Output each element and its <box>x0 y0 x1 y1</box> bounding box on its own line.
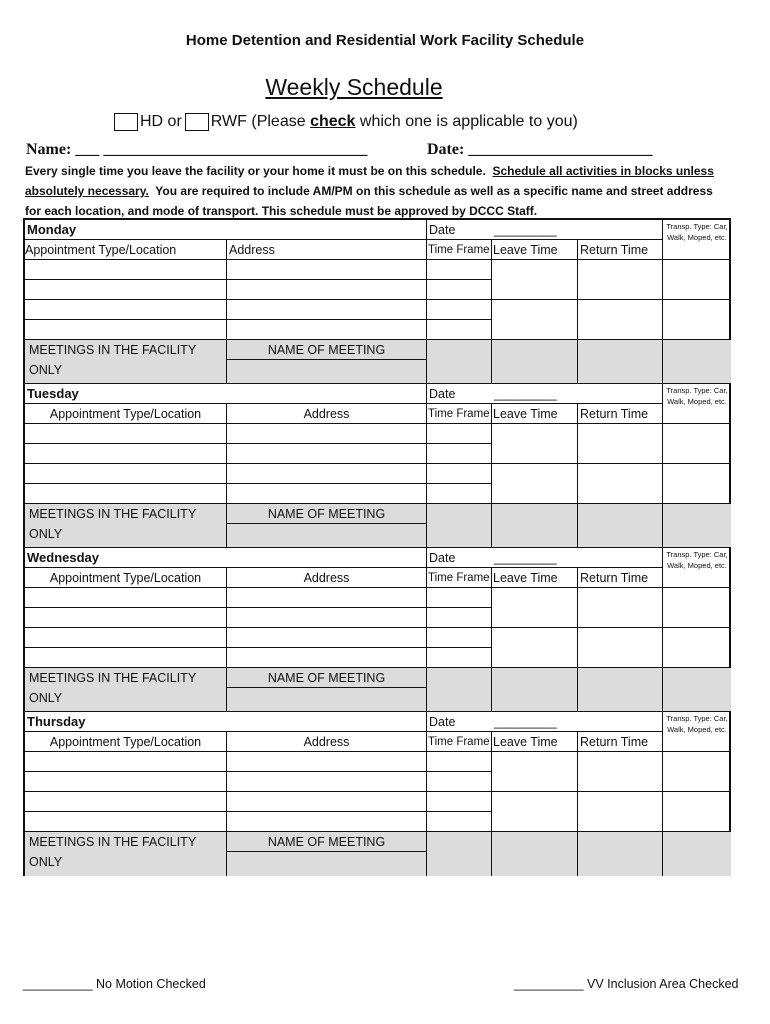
address-cell[interactable] <box>227 444 427 464</box>
time-frame-cell[interactable] <box>427 320 492 340</box>
return-time-cell[interactable] <box>578 628 663 668</box>
address-cell[interactable] <box>227 424 427 444</box>
name-field[interactable]: Name: ___ _________________________________ <box>26 141 368 158</box>
day-label: Thursday <box>25 712 427 732</box>
time-frame-cell[interactable] <box>427 484 492 504</box>
hd-label: HD or <box>140 113 182 130</box>
meeting-time-cell[interactable] <box>427 832 492 876</box>
vv-inclusion-checked: __________ VV Inclusion Area Checked <box>514 977 739 991</box>
time-frame-cell[interactable] <box>427 628 492 648</box>
time-frame-cell[interactable] <box>427 260 492 280</box>
return-time-header: Return Time <box>578 568 663 588</box>
leave-time-header: Leave Time <box>492 732 578 752</box>
address-header: Address <box>227 732 427 752</box>
appointment-cell[interactable] <box>25 484 227 504</box>
meeting-time-cell[interactable] <box>427 504 492 548</box>
appointment-cell[interactable] <box>25 752 227 772</box>
meeting-leave-cell[interactable] <box>492 504 578 548</box>
return-time-cell[interactable] <box>578 464 663 504</box>
address-cell[interactable] <box>227 464 427 484</box>
appointment-cell[interactable] <box>25 648 227 668</box>
meeting-return-cell[interactable] <box>578 340 663 384</box>
transp-type-header: Transp. Type: Car, Walk, Moped, etc. <box>663 384 731 424</box>
appointment-cell[interactable] <box>25 628 227 648</box>
meeting-name-cell[interactable] <box>227 524 427 548</box>
appointment-cell[interactable] <box>25 588 227 608</box>
leave-time-cell[interactable] <box>492 752 578 792</box>
leave-time-cell[interactable] <box>492 628 578 668</box>
return-time-cell[interactable] <box>578 424 663 464</box>
weekly-schedule-heading: Weekly Schedule <box>265 74 443 100</box>
leave-time-cell[interactable] <box>492 792 578 832</box>
address-cell[interactable] <box>227 320 427 340</box>
return-time-header: Return Time <box>578 240 663 260</box>
day-label: Monday <box>25 220 427 240</box>
transp-type-header: Transp. Type: Car, Walk, Moped, etc. <box>663 220 731 260</box>
address-cell[interactable] <box>227 300 427 320</box>
hd-checkbox[interactable] <box>114 113 138 131</box>
document-title: Home Detention and Residential Work Facility Schedule <box>185 32 585 49</box>
appointment-cell[interactable] <box>25 260 227 280</box>
rwf-label-end: which one is applicable to you) <box>359 113 578 130</box>
meetings-facility-label: MEETINGS IN THE FACILITY ONLY <box>25 668 227 712</box>
meeting-name-header: NAME OF MEETING <box>227 340 427 360</box>
address-cell[interactable] <box>227 628 427 648</box>
date-blank[interactable]: _________ <box>492 384 663 404</box>
instructions-part1: Every single time you leave the facility or your home it must be on this schedule. <box>25 164 486 178</box>
instructions-part2: Schedule all activities in blocks unless absolutely necessary. <box>25 164 714 198</box>
return-time-cell[interactable] <box>578 300 663 340</box>
appointment-cell[interactable] <box>25 424 227 444</box>
appointment-cell[interactable] <box>25 300 227 320</box>
time-frame-header: Time Frame <box>427 568 492 588</box>
appointment-cell[interactable] <box>25 320 227 340</box>
transp-type-cell[interactable] <box>663 260 731 300</box>
rwf-label: RWF (Please <box>210 113 306 130</box>
time-frame-cell[interactable] <box>427 772 492 792</box>
meeting-leave-cell[interactable] <box>492 668 578 712</box>
transp-type-header: Transp. Type: Car, Walk, Moped, etc. <box>663 548 731 588</box>
leave-time-cell[interactable] <box>492 588 578 628</box>
meeting-return-cell[interactable] <box>578 832 663 876</box>
date-label: Date <box>427 220 492 240</box>
appointment-header: Appointment Type/Location <box>25 732 227 752</box>
time-frame-header: Time Frame <box>427 404 492 424</box>
time-frame-cell[interactable] <box>427 588 492 608</box>
transp-type-cell[interactable] <box>663 464 731 504</box>
meeting-name-cell[interactable] <box>227 688 427 712</box>
address-cell[interactable] <box>227 588 427 608</box>
appointment-cell[interactable] <box>25 608 227 628</box>
appointment-cell[interactable] <box>25 444 227 464</box>
instructions-paragraph <box>25 161 715 221</box>
return-time-cell[interactable] <box>578 792 663 832</box>
time-frame-cell[interactable] <box>427 424 492 444</box>
appointment-cell[interactable] <box>25 280 227 300</box>
weekly-schedule-table <box>23 218 731 876</box>
time-frame-cell[interactable] <box>427 280 492 300</box>
transp-type-cell[interactable] <box>663 628 731 668</box>
transp-type-cell[interactable] <box>663 588 731 628</box>
time-frame-cell[interactable] <box>427 300 492 320</box>
return-time-cell[interactable] <box>578 752 663 792</box>
appointment-header: Appointment Type/Location <box>25 404 227 424</box>
meeting-transp-cell[interactable] <box>663 340 731 384</box>
meeting-name-header: NAME OF MEETING <box>227 668 427 688</box>
meeting-transp-cell[interactable] <box>663 832 731 876</box>
address-cell[interactable] <box>227 608 427 628</box>
time-frame-cell[interactable] <box>427 444 492 464</box>
meetings-facility-label: MEETINGS IN THE FACILITY ONLY <box>25 340 227 384</box>
meetings-facility-label: MEETINGS IN THE FACILITY ONLY <box>25 504 227 548</box>
return-time-cell[interactable] <box>578 260 663 300</box>
date-blank[interactable]: _________ <box>492 220 663 240</box>
appointment-cell[interactable] <box>25 792 227 812</box>
appointment-cell[interactable] <box>25 772 227 792</box>
instructions-part3: You are required to include AM/PM on this schedule as well as a specific name and street address for each location, and mode of transport. This schedule must be approved by DCCC Staff. <box>25 184 713 218</box>
return-time-cell[interactable] <box>578 588 663 628</box>
leave-time-header: Leave Time <box>492 568 578 588</box>
address-header: Address <box>227 568 427 588</box>
date-label: Date <box>427 548 492 568</box>
meeting-transp-cell[interactable] <box>663 504 731 548</box>
address-cell[interactable] <box>227 792 427 812</box>
leave-time-header: Leave Time <box>492 404 578 424</box>
time-frame-cell[interactable] <box>427 608 492 628</box>
time-frame-cell[interactable] <box>427 812 492 832</box>
day-label: Tuesday <box>25 384 427 404</box>
return-time-header: Return Time <box>578 404 663 424</box>
time-frame-cell[interactable] <box>427 464 492 484</box>
time-frame-header: Time Frame <box>427 732 492 752</box>
program-checkbox-row <box>114 113 578 131</box>
meeting-transp-cell[interactable] <box>663 668 731 712</box>
transp-type-cell[interactable] <box>663 424 731 464</box>
address-cell[interactable] <box>227 280 427 300</box>
meetings-facility-label: MEETINGS IN THE FACILITY ONLY <box>25 832 227 876</box>
address-cell[interactable] <box>227 648 427 668</box>
meeting-time-cell[interactable] <box>427 340 492 384</box>
appointment-header: Appointment Type/Location <box>25 240 227 260</box>
address-cell[interactable] <box>227 260 427 280</box>
time-frame-cell[interactable] <box>427 752 492 772</box>
transp-type-header: Transp. Type: Car, Walk, Moped, etc. <box>663 712 731 752</box>
address-header: Address <box>227 240 427 260</box>
meeting-time-cell[interactable] <box>427 668 492 712</box>
address-cell[interactable] <box>227 812 427 832</box>
time-frame-header: Time Frame <box>427 240 492 260</box>
time-frame-cell[interactable] <box>427 792 492 812</box>
address-header: Address <box>227 404 427 424</box>
meeting-return-cell[interactable] <box>578 504 663 548</box>
leave-time-cell[interactable] <box>492 260 578 300</box>
date-blank[interactable]: _________ <box>492 712 663 732</box>
transp-type-cell[interactable] <box>663 300 731 340</box>
date-blank[interactable]: _________ <box>492 548 663 568</box>
date-label: Date <box>427 712 492 732</box>
meeting-name-cell[interactable] <box>227 852 427 876</box>
day-label: Wednesday <box>25 548 427 568</box>
leave-time-header: Leave Time <box>492 240 578 260</box>
meeting-return-cell[interactable] <box>578 668 663 712</box>
appointment-cell[interactable] <box>25 812 227 832</box>
meeting-name-header: NAME OF MEETING <box>227 832 427 852</box>
transp-type-cell[interactable] <box>663 752 731 792</box>
address-cell[interactable] <box>227 752 427 772</box>
leave-time-cell[interactable] <box>492 300 578 340</box>
time-frame-cell[interactable] <box>427 648 492 668</box>
address-cell[interactable] <box>227 772 427 792</box>
address-cell[interactable] <box>227 484 427 504</box>
return-time-header: Return Time <box>578 732 663 752</box>
date-field[interactable]: Date: _______________________ <box>427 141 653 158</box>
meeting-leave-cell[interactable] <box>492 832 578 876</box>
rwf-checkbox[interactable] <box>185 113 209 131</box>
meeting-name-header: NAME OF MEETING <box>227 504 427 524</box>
transp-type-cell[interactable] <box>663 792 731 832</box>
check-word: check <box>310 113 356 130</box>
meeting-name-cell[interactable] <box>227 360 427 384</box>
appointment-header: Appointment Type/Location <box>25 568 227 588</box>
meeting-leave-cell[interactable] <box>492 340 578 384</box>
leave-time-cell[interactable] <box>492 424 578 464</box>
leave-time-cell[interactable] <box>492 464 578 504</box>
appointment-cell[interactable] <box>25 464 227 484</box>
date-label: Date <box>427 384 492 404</box>
no-motion-checked: __________ No Motion Checked <box>23 977 206 991</box>
